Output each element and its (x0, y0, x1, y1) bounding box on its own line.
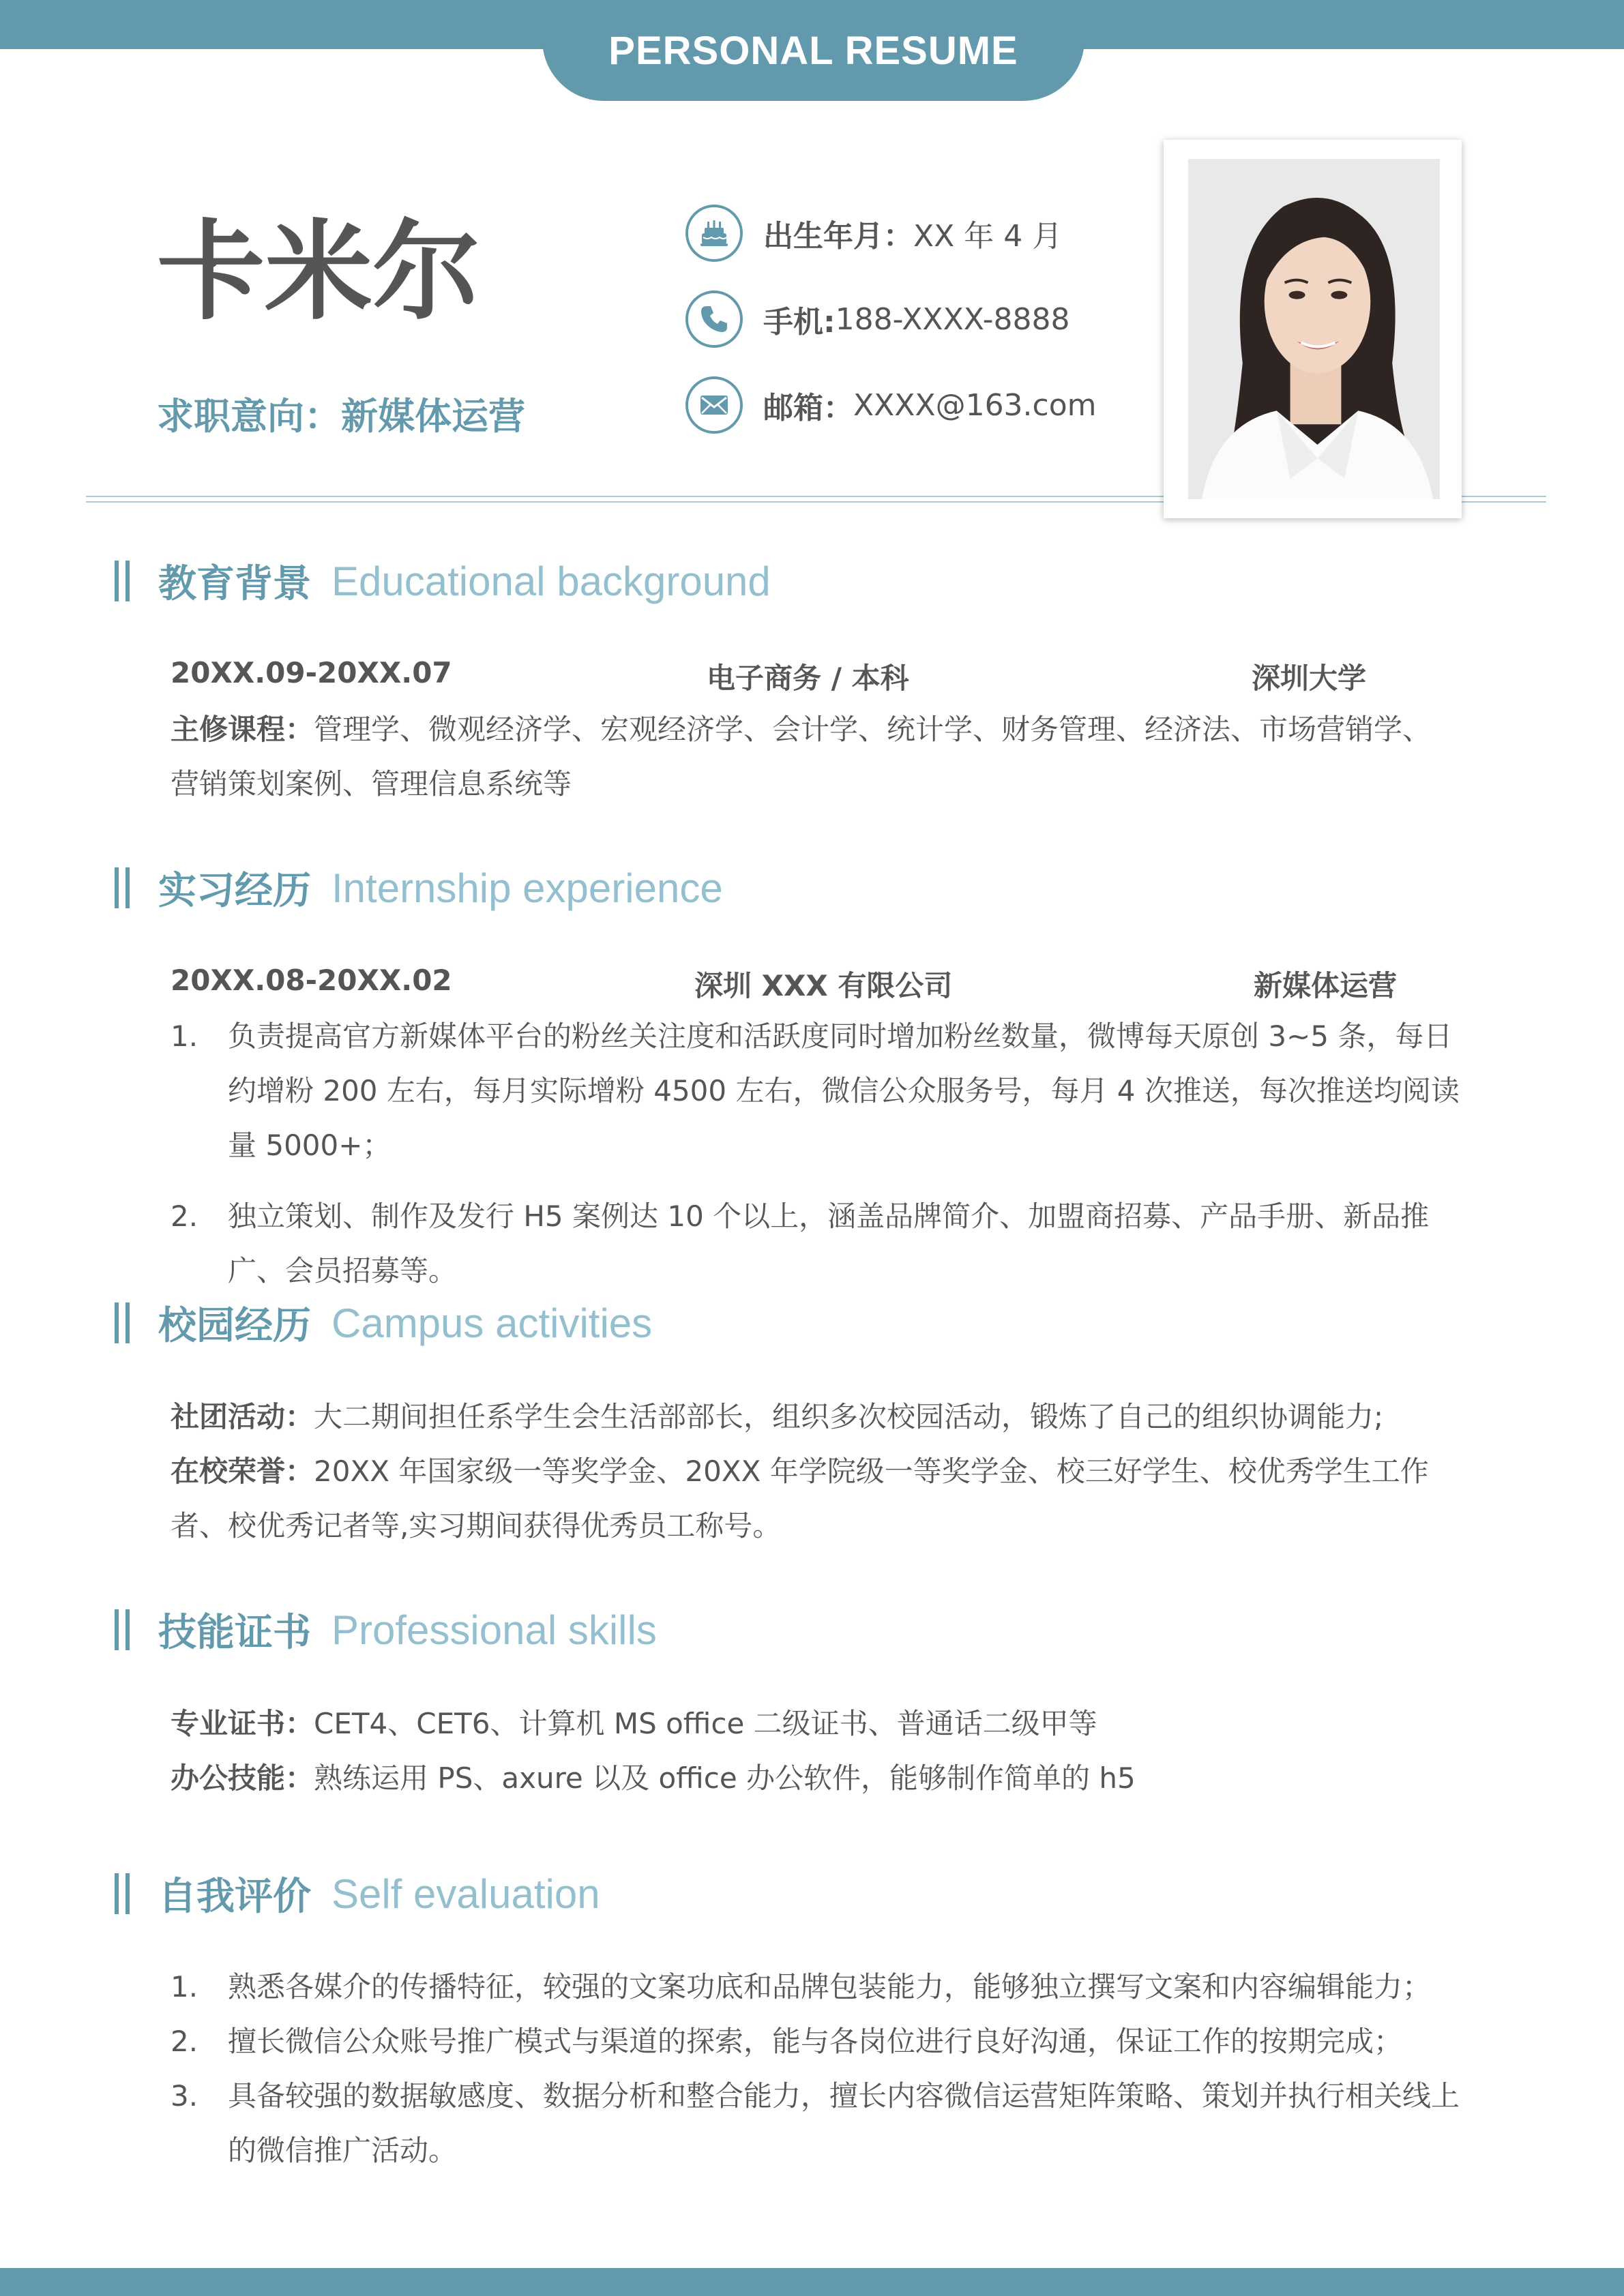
skills-content (171, 1697, 1460, 1806)
education-school: 深圳大学 (1252, 661, 1367, 695)
contact-value: XX 年 4 月 (913, 219, 1063, 254)
item-text: 独立策划、制作及发行 H5 案例达 10 个以上，涵盖品牌简介、加盟商招募、产品手册、新品推广、会员招募等。 (228, 1199, 1430, 1287)
section-title-zh: 技能证书 (158, 1611, 311, 1655)
contact-phone (685, 290, 1070, 348)
campus-club (171, 1390, 1460, 1444)
bottom-bar (0, 2268, 1624, 2296)
item-text: 负责提高官方新媒体平台的粉丝关注度和活跃度同时增加粉丝数量，微博每天原创 3~5 条，每日约增粉 200 左右，每月实际增粉 4500 左右，微信公众服务号，每月 4 次推送，每次推送均阅读量 5000+； (228, 1019, 1460, 1162)
section-title-zh: 自我评价 (158, 1875, 311, 1919)
section-title-zh: 教育背景 (158, 562, 311, 606)
section-marker (115, 1609, 136, 1650)
item-text: 熟悉各媒介的传播特征，较强的文案功底和品牌包装能力，能够独立撰写文案和内容编辑能力； (228, 1970, 1432, 2003)
list-item (171, 1189, 1460, 1298)
section-title-skills (115, 1602, 657, 1657)
item-number: 3. (171, 2079, 198, 2113)
section-marker (115, 867, 136, 908)
section-title-campus (115, 1296, 652, 1350)
item-text: 具备较强的数据敏感度、数据分析和整合能力，擅长内容微信运营矩阵策略、策划并执行相关线上的微信推广活动。 (228, 2079, 1460, 2167)
section-title-zh: 实习经历 (158, 869, 311, 913)
contact-email (685, 376, 1097, 434)
education-major: 电子商务 / 本科 (707, 661, 909, 695)
education-row (171, 656, 1460, 697)
list-item (171, 2069, 1460, 2178)
cert-label: 专业证书： (171, 1707, 314, 1740)
honor-label: 在校荣誉： (171, 1455, 314, 1488)
job-intention: 求职意向：新媒体运营 (157, 395, 525, 438)
campus-honor (171, 1444, 1460, 1553)
contact-value: XXXX@163.com (853, 387, 1097, 423)
internship-position: 新媒体运营 (1254, 969, 1398, 1002)
courses-label: 主修课程： (171, 713, 314, 746)
internship-row (171, 964, 1460, 1004)
club-text: 大二期间担任系学生会生活部部长，组织多次校园活动，锻炼了自己的组织协调能力; (314, 1400, 1384, 1433)
list-item (171, 2014, 1460, 2069)
section-marker (115, 1302, 136, 1343)
section-title-en: Internship experience (331, 865, 723, 911)
club-label: 社团活动： (171, 1400, 314, 1433)
candidate-name: 卡米尔 (157, 209, 480, 335)
contact-birth (685, 205, 1062, 262)
section-title-zh: 校园经历 (158, 1304, 311, 1348)
section-title-en: Professional skills (331, 1607, 657, 1653)
education-period: 20XX.09-20XX.07 (171, 656, 452, 689)
profile-photo (1188, 159, 1440, 499)
office-text: 熟练运用 PS、axure 以及 office 办公软件，能够制作简单的 h5 (314, 1761, 1136, 1795)
mail-icon (685, 376, 743, 434)
section-title-en: Educational background (331, 558, 771, 604)
contact-value: 188-XXXX-8888 (835, 301, 1070, 337)
contact-label: 出生年月： (763, 219, 913, 254)
profile-photo-frame (1164, 140, 1462, 518)
section-title-self (115, 1866, 600, 1921)
section-marker (115, 1873, 136, 1914)
campus-content (171, 1390, 1460, 1553)
courses-text: 管理学、微观经济学、宏观经济学、会计学、统计学、财务管理、经济法、市场营销学、营销策划案例、管理信息系统等 (171, 713, 1432, 801)
item-number: 1. (171, 1970, 198, 2003)
honor-text: 20XX 年国家级一等奖学金、20XX 年学院级一等奖学金、校三好学生、校优秀学生工作者、校优秀记者等,实习期间获得优秀员工称号。 (171, 1455, 1429, 1542)
phone-icon (685, 290, 743, 348)
education-courses (171, 702, 1460, 811)
list-item (171, 1960, 1460, 2014)
item-number: 2. (171, 2025, 198, 2058)
item-number: 2. (171, 1199, 198, 1233)
section-marker (115, 561, 136, 601)
section-title-en: Self evaluation (331, 1870, 600, 1917)
cert-text: CET4、CET6、计算机 MS office 二级证书、普通话二级甲等 (314, 1707, 1097, 1740)
skills-office (171, 1751, 1460, 1806)
list-item (171, 1009, 1460, 1173)
internship-list (171, 1009, 1460, 1298)
skills-cert (171, 1697, 1460, 1751)
banner-title: PERSONAL RESUME (542, 0, 1084, 101)
contact-label: 邮箱： (763, 391, 853, 426)
self-list (171, 1960, 1460, 2178)
item-number: 1. (171, 1019, 198, 1053)
item-text: 擅长微信公众账号推广模式与渠道的探索，能与各岗位进行良好沟通，保证工作的按期完成； (228, 2025, 1403, 2058)
contact-label: 手机: (763, 305, 836, 340)
section-title-education (115, 554, 771, 608)
section-title-internship (115, 861, 723, 915)
internship-company: 深圳 XXX 有限公司 (694, 969, 953, 1002)
section-title-en: Campus activities (331, 1300, 653, 1346)
office-label: 办公技能： (171, 1761, 314, 1795)
cake-icon (685, 205, 743, 262)
internship-period: 20XX.08-20XX.02 (171, 964, 452, 997)
